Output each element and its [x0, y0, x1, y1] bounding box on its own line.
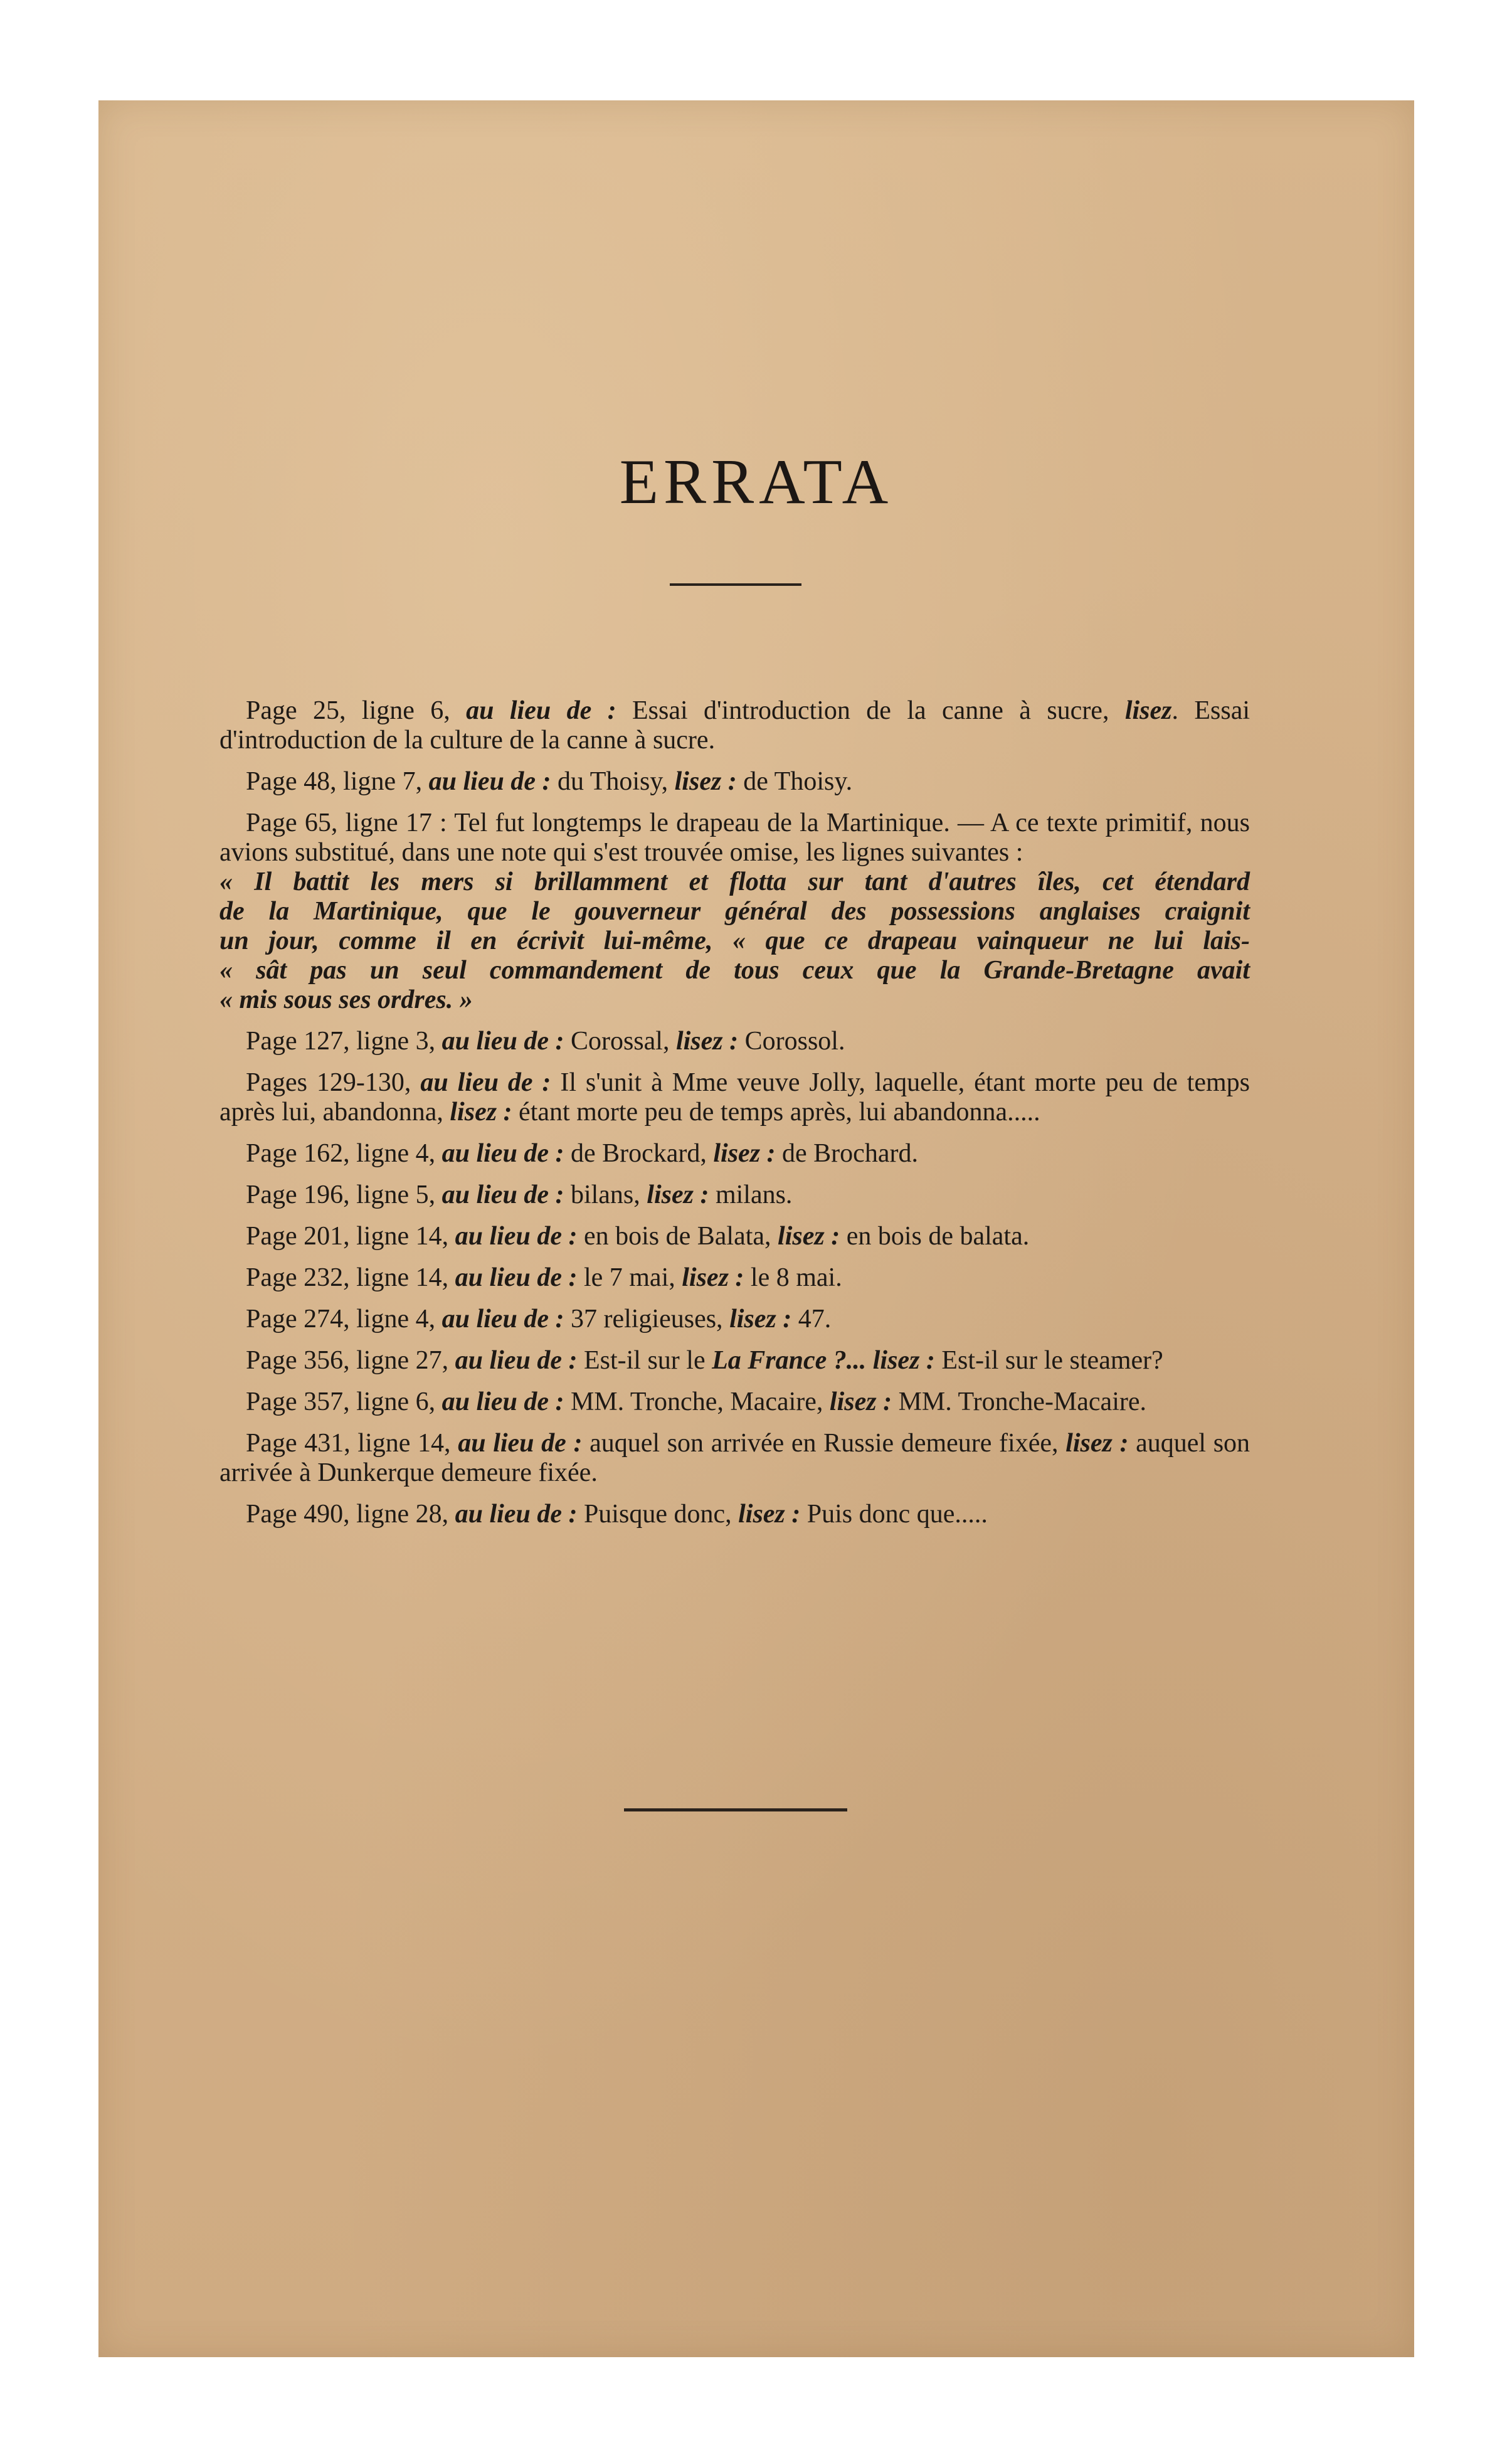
quote-line: de la Martinique, que le gouverneur général des possessions anglaises craignit: [219, 897, 1250, 926]
errata-entry: Page 356, ligne 27, au lieu de : Est-il sur le La France ?... lisez : Est-il sur le steamer?: [246, 1346, 1163, 1375]
errata-entry: Page 274, ligne 4, au lieu de : 37 religieuses, lisez : 47.: [246, 1305, 832, 1334]
page-title: ERRATA: [619, 447, 894, 517]
errata-entry: Page 48, ligne 7, au lieu de : du Thoisy, lisez : de Thoisy.: [246, 767, 853, 796]
quote-line: « sât pas un seul commandement de tous ceux que la Grande-Bretagne avait: [219, 956, 1250, 985]
errata-entry-flag-note: Page 65, ligne 17 : Tel fut longtemps le drapeau de la Martinique. — A ce texte primitif, nous avions substitué, dans une note qui s'est trouvée omise, les lignes suivantes : « Il battit les mers si brillamment et flotta sur tant d'autres îles, cet étendard de la Martinique, que le gouverneur général des possessions anglaises craignit un jour, comme il en écrivit lui-même, « que ce drapeau vainqueur ne lui lais- « sât pas un seul commandement de tous ceux que la Grande-Bretagne avait « mis sous ses ordres. »: [219, 809, 1250, 1014]
errata-entry: Pages 129-130, au lieu de : Il s'unit à Mme veuve Jolly, laquelle, étant morte peu de temps après lui, abandonna, lisez : étant morte peu de temps après, lui abandonna.....: [219, 1068, 1250, 1127]
errata-entry: Page 431, ligne 14, au lieu de : auquel son arrivée en Russie demeure fixée, lisez : auquel son arrivée à Dunkerque demeure fixée.: [219, 1429, 1250, 1487]
quote-line: un jour, comme il en écrivit lui-même, « que ce drapeau vainqueur ne lui lais-: [219, 926, 1250, 955]
errata-entry: Page 162, ligne 4, au lieu de : de Brockard, lisez : de Brochard.: [246, 1139, 918, 1168]
errata-entry: Page 232, ligne 14, au lieu de : le 7 mai, lisez : le 8 mai.: [246, 1263, 842, 1292]
closing-divider: [624, 1808, 847, 1811]
errata-entry: Page 490, ligne 28, au lieu de : Puisque donc, lisez : Puis donc que.....: [246, 1500, 988, 1529]
errata-entry: Page 196, ligne 5, au lieu de : bilans, lisez : milans.: [246, 1180, 793, 1209]
quote-line: « Il battit les mers si brillamment et flotta sur tant d'autres îles, cet étendard: [219, 867, 1250, 896]
errata-entry: Page 127, ligne 3, au lieu de : Corossal, lisez : Corossol.: [246, 1027, 845, 1056]
errata-entry: Page 357, ligne 6, au lieu de : MM. Tronche, Macaire, lisez : MM. Tronche-Macaire.: [246, 1387, 1146, 1416]
title-divider: [670, 583, 801, 586]
errata-entry: Page 25, ligne 6, au lieu de : Essai d'introduction de la canne à sucre, lisez. Essai d'introduction de la culture de la canne à sucre.: [219, 696, 1250, 755]
errata-list: [219, 696, 1250, 1541]
errata-entry: Page 201, ligne 14, au lieu de : en bois de Balata, lisez : en bois de balata.: [246, 1222, 1030, 1251]
quote-line: « mis sous ses ordres. »: [219, 985, 473, 1014]
document-page: [98, 100, 1414, 2357]
